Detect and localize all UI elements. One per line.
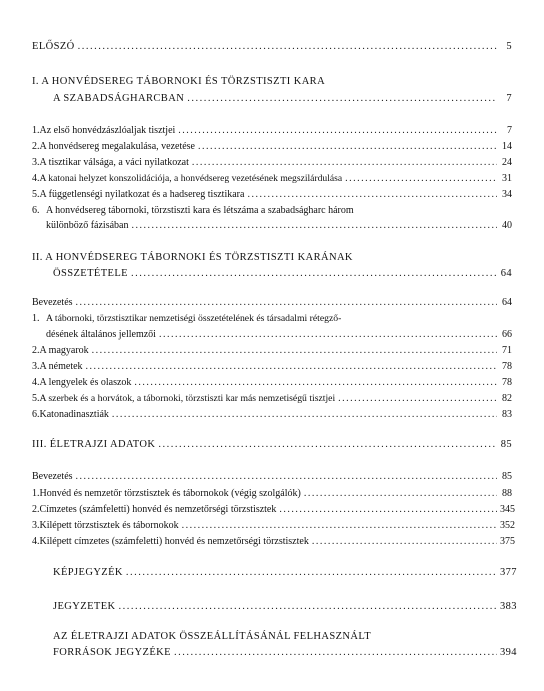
toc-label-line2: különböző fázisában (46, 220, 129, 231)
leader-dots (86, 360, 497, 374)
toc-page-number: 71 (502, 345, 512, 356)
leader-dots (126, 566, 497, 580)
toc-entry-2-4[interactable] (32, 376, 512, 390)
toc-page-number: 31 (502, 173, 512, 184)
leader-dots (78, 40, 497, 54)
toc-entry-1-1[interactable] (32, 124, 512, 138)
leader-dots (304, 487, 497, 501)
item-number: 2. (32, 345, 40, 356)
leader-dots (159, 328, 497, 342)
leader-dots (112, 408, 497, 422)
toc-label: A szerbek és a horvátok, a tábornoki, törzstiszti kar más nemzetiségű tisztjei (39, 393, 336, 404)
leader-dots (198, 140, 497, 154)
section-1-title-line1[interactable]: I. A HONVÉDSEREG TÁBORNOKI ÉS TÖRZSTISZTI KARA (32, 76, 326, 87)
toc-entry-1-4[interactable] (32, 172, 512, 186)
toc-label-line1: A tábornoki, törzstisztikar nemzetiségi összetételének és társadalmi rétegző- (46, 313, 342, 324)
toc-page-number: 64 (502, 297, 512, 308)
toc-page-number: 375 (500, 536, 515, 547)
toc-label-line2: désének általános jellemzői (46, 329, 156, 340)
toc-entry-section-3[interactable] (32, 438, 512, 452)
toc-entry-3-1[interactable] (32, 487, 512, 501)
toc-page-number: 394 (500, 647, 517, 658)
item-number: 4. (32, 173, 40, 184)
section-3-title: III. ÉLETRAJZI ADATOK (32, 439, 156, 450)
toc-label: A tisztikar válsága, a váci nyilatkozat (39, 157, 189, 168)
toc-page-number: 85 (502, 471, 512, 482)
toc-label: A lengyelek és olaszok (39, 377, 132, 388)
section-2-title-line2: ÖSSZETÉTELE (53, 268, 128, 279)
leader-dots (76, 470, 497, 484)
toc-entry-forrasok[interactable] (53, 646, 517, 660)
toc-entry-1-3[interactable] (32, 156, 512, 170)
toc-label: Kilépett törzstisztek és tábornokok (39, 520, 179, 531)
toc-entry-2-1[interactable] (46, 328, 512, 342)
toc-page-number: 78 (502, 377, 512, 388)
leader-dots (187, 92, 497, 106)
item-number: 2. (32, 141, 40, 152)
item-number: 2. (32, 504, 40, 515)
toc-label: A függetlenségi nyilatkozat és a hadsereg tisztikara (39, 189, 245, 200)
toc-label-line1: A honvédsereg tábornoki, törzstiszti kara és létszáma a szabadságharc három (46, 205, 354, 216)
forrasok-title-line2: FORRÁSOK JEGYZÉKE (53, 647, 171, 658)
toc-label: A katonai helyzet konszolidációja, a honvédsereg vezetésének megszilárdulása (39, 173, 343, 184)
section-1-title-line2: A SZABADSÁGHARCBAN (53, 93, 185, 104)
toc-entry-2-1-line1[interactable] (32, 312, 341, 326)
toc-entry-section-2[interactable] (53, 267, 512, 281)
toc-entry-jegyzetek[interactable] (53, 600, 517, 614)
leader-dots (312, 535, 497, 549)
toc-label: A németek (39, 361, 83, 372)
item-number: 3. (32, 520, 40, 531)
leader-dots (338, 392, 497, 406)
item-number: 6. (32, 205, 40, 216)
toc-page-number: 82 (502, 393, 512, 404)
item-number: 1. (32, 125, 40, 136)
leader-dots (178, 124, 497, 138)
item-number: 4. (32, 536, 40, 547)
leader-dots (119, 600, 497, 614)
leader-dots (158, 438, 497, 452)
toc-page-number: 24 (502, 157, 512, 168)
toc-label: ELŐSZÓ (32, 41, 75, 52)
leader-dots (192, 156, 497, 170)
item-number: 1. (32, 488, 40, 499)
toc-entry-3-4[interactable] (32, 535, 515, 549)
toc-label: JEGYZETEK (53, 601, 116, 612)
toc-entry-2-5[interactable] (32, 392, 512, 406)
leader-dots (182, 519, 497, 533)
toc-entry-section-1[interactable] (53, 92, 512, 106)
item-number: 3. (32, 361, 40, 372)
toc-entry-2-6[interactable] (32, 408, 512, 422)
item-number: 5. (32, 393, 40, 404)
leader-dots (279, 503, 497, 517)
toc-page-number: 7 (507, 125, 512, 136)
item-number: 5. (32, 189, 40, 200)
toc-page-number: 377 (500, 567, 517, 578)
leader-dots (92, 344, 497, 358)
toc-entry-1-6-line1[interactable] (32, 204, 354, 218)
leader-dots (134, 376, 497, 390)
item-number: 4. (32, 377, 40, 388)
toc-label: Katonadinasztiák (39, 409, 109, 420)
leader-dots (131, 219, 497, 233)
toc-page-number: 85 (500, 439, 512, 450)
toc-entry-3-intro[interactable] (32, 470, 512, 484)
toc-label: Kilépett címzetes (számfeletti) honvéd és nemzetőrségi törzstisztek (39, 536, 309, 547)
toc-entry-1-2[interactable] (32, 140, 512, 154)
toc-page-number: 352 (500, 520, 515, 531)
toc-entry-3-3[interactable] (32, 519, 515, 533)
toc-page-number: 383 (500, 601, 517, 612)
toc-label: Az első honvédzászlóaljak tisztjei (39, 125, 176, 136)
toc-page-number: 88 (502, 488, 512, 499)
toc-entry-eloszo[interactable] (32, 40, 512, 54)
leader-dots (345, 172, 497, 186)
toc-page-number: 7 (506, 93, 512, 104)
toc-entry-2-intro[interactable] (32, 296, 512, 310)
toc-page-number: 345 (500, 504, 515, 515)
toc-page-number: 78 (502, 361, 512, 372)
toc-entry-kepjegyzek[interactable] (53, 566, 517, 580)
toc-page-number: 14 (502, 141, 512, 152)
toc-label: A magyarok (39, 345, 89, 356)
toc-label: A honvédsereg megalakulása, vezetése (39, 141, 195, 152)
toc-label: KÉPJEGYZÉK (53, 567, 123, 578)
toc-label: Bevezetés (32, 297, 73, 308)
forrasok-title-line1[interactable]: AZ ÉLETRAJZI ADATOK ÖSSZEÁLLÍTÁSÁNÁL FELHASZNÁLT (53, 631, 372, 642)
item-number: 6. (32, 409, 40, 420)
toc-page-number: 66 (502, 329, 512, 340)
toc-page-number: 40 (502, 220, 512, 231)
toc-entry-2-3[interactable] (32, 360, 512, 374)
toc-label: Honvéd és nemzetőr törzstisztek és tábornokok (végig szolgálók) (39, 488, 301, 499)
toc-page-number: 83 (502, 409, 512, 420)
section-2-title-line1[interactable]: II. A HONVÉDSEREG TÁBORNOKI ÉS TÖRZSTISZTI KARÁNAK (32, 252, 353, 263)
toc-page-number: 34 (502, 189, 512, 200)
leader-dots (174, 646, 497, 660)
toc-entry-2-2[interactable] (32, 344, 512, 358)
toc-label: Bevezetés (32, 471, 73, 482)
leader-dots (131, 267, 497, 281)
toc-entry-1-6[interactable] (46, 219, 512, 233)
toc-entry-3-2[interactable] (32, 503, 515, 517)
toc-entry-1-5[interactable] (32, 188, 512, 202)
toc-page-number: 5 (506, 41, 512, 52)
leader-dots (247, 188, 497, 202)
leader-dots (76, 296, 497, 310)
item-number: 3. (32, 157, 40, 168)
toc-label: Címzetes (számfeletti) honvéd és nemzetőrségi törzstisztek (39, 504, 277, 515)
toc-page-number: 64 (500, 268, 512, 279)
item-number: 1. (32, 313, 40, 324)
